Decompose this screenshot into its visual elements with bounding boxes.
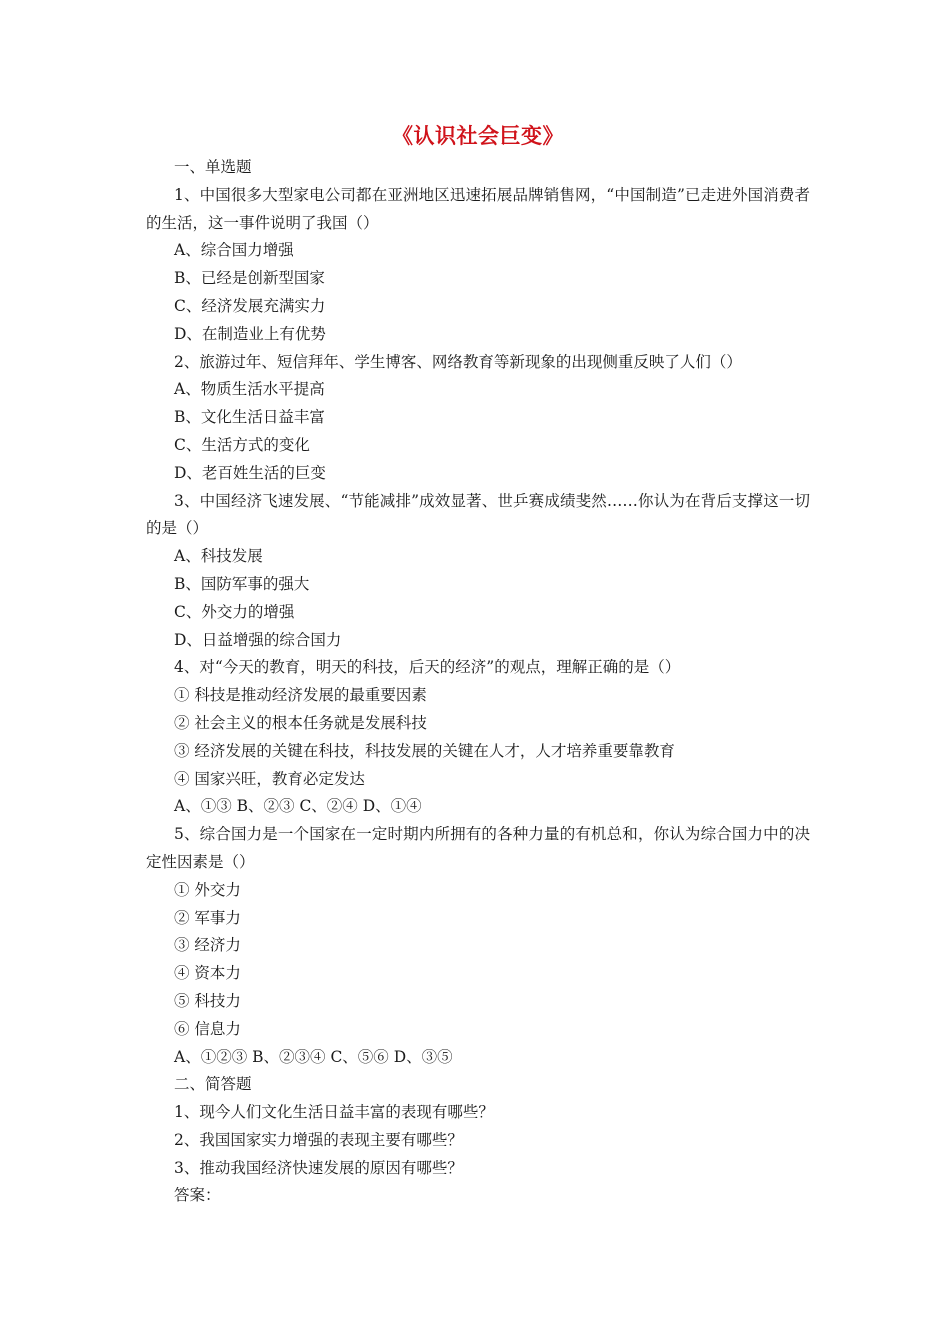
question-1-option-b: B、已经是创新型国家: [174, 269, 325, 288]
question-4-item-1: ① 科技是推动经济发展的最重要因素: [174, 686, 427, 705]
question-4-item-3: ③ 经济发展的关键在科技，科技发展的关键在人才，人才培养重要靠教育: [174, 741, 675, 760]
document-page: [146, 118, 810, 1210]
question-4-choices: A、①③ B、②③ C、②④ D、①④: [174, 797, 422, 816]
section-heading-short-answer: 二、简答题: [174, 1075, 252, 1094]
answer-label: 答案：: [174, 1186, 221, 1205]
question-5-item-3: ③ 经济力: [174, 936, 241, 955]
question-3-stem: 3、中国经济飞速发展、“节能减排”成效显著、世乒赛成绩斐然……你认为在背后支撑这一切的是（）: [146, 491, 810, 538]
question-1-stem: 1、中国很多大型家电公司都在亚洲地区迅速拓展品牌销售网，“中国制造”已走进外国消费者的生活，这一事件说明了我国（）: [146, 185, 810, 232]
question-1-option-c: C、经济发展充满实力: [174, 296, 326, 315]
question-3-option-a: A、科技发展: [174, 547, 263, 566]
section-heading-single-choice: 一、单选题: [174, 158, 252, 176]
question-2-option-a: A、物质生活水平提高: [174, 380, 325, 399]
question-5-item-5: ⑤ 科技力: [174, 991, 241, 1010]
question-3-option-b: B、国防军事的强大: [174, 574, 310, 593]
question-5-item-6: ⑥ 信息力: [174, 1019, 241, 1038]
question-4-item-2: ② 社会主义的根本任务就是发展科技: [174, 713, 427, 732]
question-3-option-d: D、日益增强的综合国力: [174, 630, 342, 649]
question-1-option-d: D、在制造业上有优势: [174, 324, 326, 343]
document-title: 《认识社会巨变》: [392, 124, 564, 148]
question-2-option-c: C、生活方式的变化: [174, 435, 310, 454]
short-question-1: 1、现今人们文化生活日益丰富的表现有哪些？: [174, 1103, 494, 1122]
question-5-item-4: ④ 资本力: [174, 964, 241, 983]
question-2-stem: 2、旅游过年、短信拜年、学生博客、网络教育等新现象的出现侧重反映了人们（）: [174, 352, 742, 371]
short-question-3: 3、推动我国经济快速发展的原因有哪些？: [174, 1158, 463, 1177]
question-5-item-1: ① 外交力: [174, 880, 241, 899]
question-5-choices: A、①②③ B、②③④ C、⑤⑥ D、③⑤: [174, 1047, 453, 1066]
question-4-item-4: ④ 国家兴旺，教育必定发达: [174, 769, 365, 788]
question-2-option-b: B、文化生活日益丰富: [174, 408, 325, 427]
question-2-option-d: D、老百姓生活的巨变: [174, 463, 326, 482]
question-1-option-a: A、综合国力增强: [174, 241, 294, 260]
question-5-item-2: ② 军事力: [174, 908, 241, 927]
question-3-option-c: C、外交力的增强: [174, 602, 295, 621]
question-4-stem: 4、对“今天的教育，明天的科技，后天的经济”的观点，理解正确的是（）: [174, 658, 681, 677]
question-5-stem: 5、综合国力是一个国家在一定时期内所拥有的各种力量的有机总和，你认为综合国力中的决定性因素是（）: [146, 825, 810, 871]
short-question-2: 2、我国国家实力增强的表现主要有哪些？: [174, 1130, 463, 1149]
